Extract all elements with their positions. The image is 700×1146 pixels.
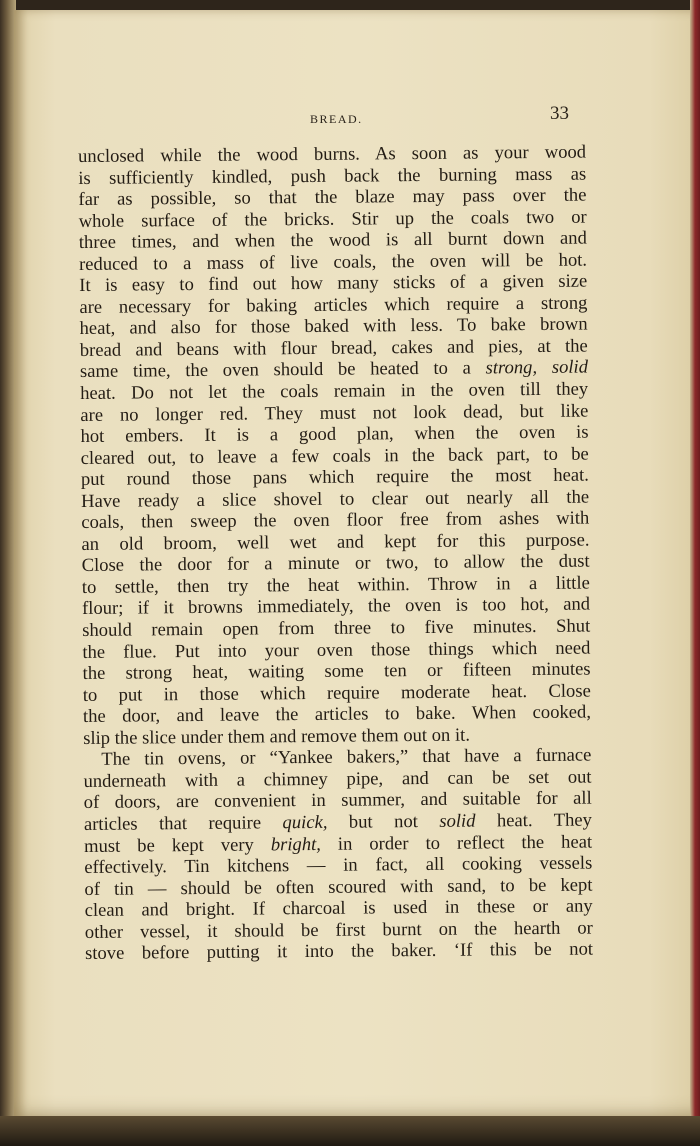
text-segment: stove before putting it into the baker. ‘If this be not bbox=[84, 938, 594, 965]
text-segment: heat. They bbox=[475, 809, 592, 832]
page-bottom-shadow bbox=[0, 1116, 700, 1146]
text-segment: Close the door for a minute or two, to allow the dust bbox=[81, 550, 590, 577]
italic-text: solid bbox=[439, 810, 476, 832]
text-segment: Have ready a slice shovel to clear out nearly all the bbox=[81, 486, 590, 512]
text-segment: far as possible, so that the blaze may pass over the bbox=[78, 184, 587, 211]
text-segment: heat, and also for those baked with less. To bake brown bbox=[79, 313, 588, 340]
text-segment: whole surface of the bricks. Stir up the coals two or bbox=[78, 206, 587, 232]
text-segment: unclosed while the wood burns. As soon as your wood bbox=[78, 141, 587, 167]
text-segment: cleared out, to leave a few coals in the back part, to be bbox=[80, 443, 589, 469]
italic-text: quick, bbox=[282, 811, 328, 834]
page-header bbox=[0, 103, 700, 133]
text-segment: are no longer red. They must not look dead, but like bbox=[80, 400, 589, 426]
text-segment: must be kept very bbox=[84, 833, 271, 857]
page-number: 33 bbox=[550, 103, 569, 124]
text-segment: but not bbox=[327, 810, 440, 833]
italic-text: bright, bbox=[270, 833, 321, 855]
text-segment: The tin ovens, or “Yankee bakers,” that have a furnace bbox=[101, 744, 592, 771]
text-segment: are necessary for baking articles which require a strong bbox=[79, 292, 588, 318]
text-segment: It is easy to find out how many sticks of a given size bbox=[79, 270, 588, 297]
text-segment: put round those pans which require the most heat. bbox=[80, 464, 589, 491]
text-segment: an old broom, well wet and kept for this purpose. bbox=[81, 529, 590, 555]
text-segment: bread and beans with flour bread, cakes and pies, at the bbox=[79, 335, 588, 361]
text-segment: of doors, are convenient in summer, and suitable for all bbox=[83, 787, 592, 814]
text-segment: in order to reflect the heat bbox=[320, 831, 593, 855]
text-segment: three times, and when the wood is all burnt down and bbox=[78, 227, 587, 254]
text-segment: underneath with a chimney pipe, and can be set out bbox=[83, 766, 592, 792]
text-segment: same time, the oven should be heated to a bbox=[79, 357, 486, 383]
text-segment: the door, and leave the articles to bake. When cooked, bbox=[82, 701, 592, 728]
text-segment: should remain open from three to five minutes. Shut bbox=[82, 615, 591, 642]
text-segment: hot embers. It is a good plan, when the oven is bbox=[80, 421, 589, 448]
text-segment: the flue. Put into your oven those things which need bbox=[82, 637, 591, 663]
text-segment: effectively. Tin kitchens — in fact, all cooking vessels bbox=[84, 852, 593, 879]
text-segment: heat. Do not let the coals remain in the oven till they bbox=[80, 378, 589, 405]
text-line bbox=[83, 702, 591, 728]
text-segment: coals, then sweep the oven floor free from ashes with bbox=[81, 507, 590, 534]
text-line bbox=[85, 939, 593, 965]
text-segment: other vessel, it should be first burnt on the hearth or bbox=[84, 917, 593, 943]
text-segment: to put in those which require moderate heat. Close bbox=[82, 680, 591, 706]
book-binding-edge bbox=[690, 0, 700, 1146]
text-segment: flour; if it browns immediately, the oven is too hot, and bbox=[81, 594, 591, 620]
text-segment: to settle, then try the heat within. Throw in a little bbox=[81, 572, 590, 598]
text-segment: of tin — should be often scoured with sand, to be kept bbox=[84, 874, 593, 900]
text-segment: the strong heat, waiting some ten or fifteen minutes bbox=[82, 658, 591, 685]
running-head: BREAD. bbox=[310, 112, 363, 126]
text-segment: articles that require bbox=[83, 812, 283, 835]
text-segment: is sufficiently kindled, push back the burning mass as bbox=[78, 163, 587, 189]
text-segment: clean and bright. If charcoal is used in these or any bbox=[84, 895, 593, 922]
body-text bbox=[78, 142, 593, 965]
text-segment: slip the slice under them and remove them out on it. bbox=[83, 724, 471, 749]
italic-text: strong, solid bbox=[485, 357, 589, 379]
text-segment: reduced to a mass of live coals, the oven will be hot. bbox=[78, 249, 588, 275]
